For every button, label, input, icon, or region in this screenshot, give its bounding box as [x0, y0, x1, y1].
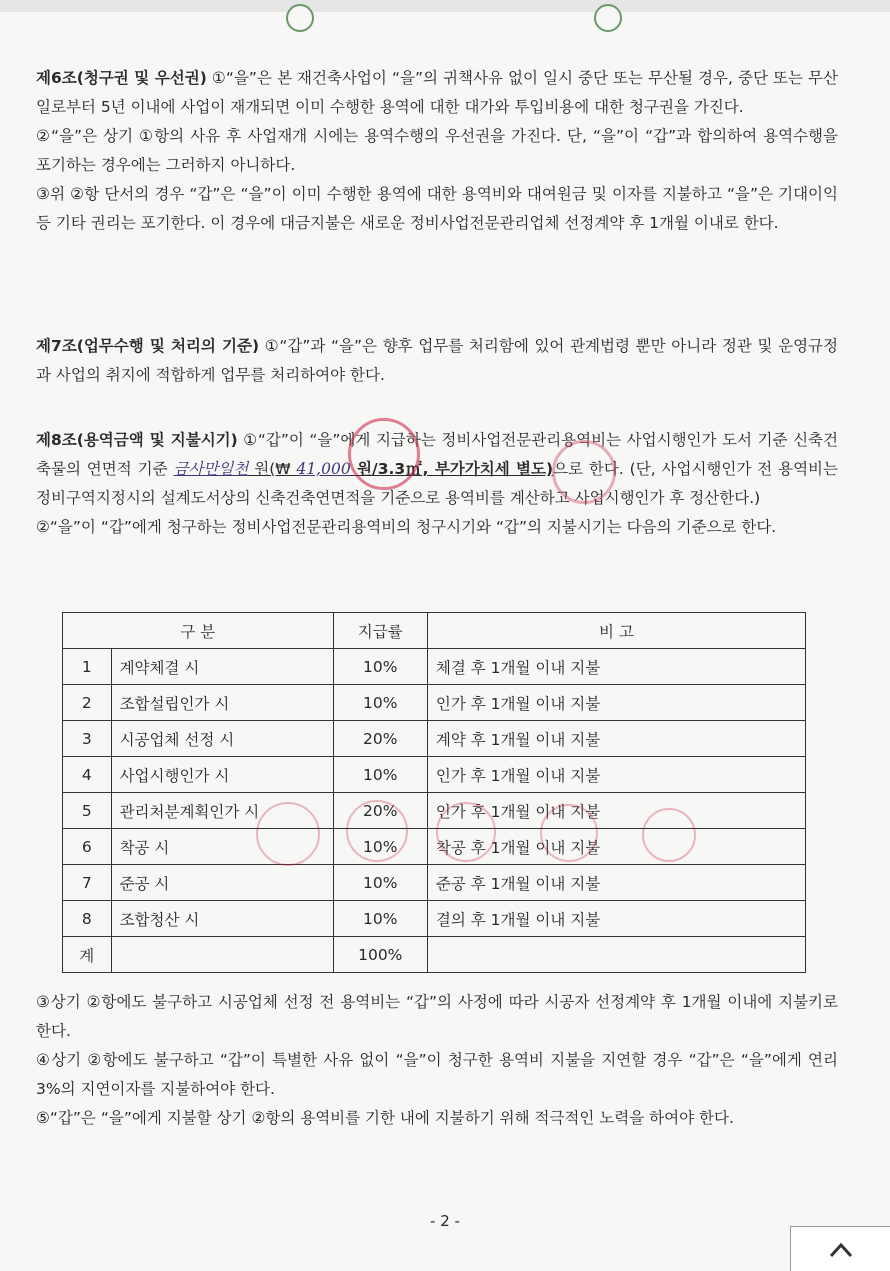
table-row: 5 관리처분계획인가 시 20% 인가 후 1개월 이내 지불 — [63, 793, 806, 829]
article-8-para-3: ③상기 ②항에도 불구하고 시공업체 선정 전 용역비는 “갑”의 사정에 따라 시공자 선정계약 후 1개월 이내에 지불키로 한다. — [36, 993, 838, 1040]
table-row: 7 준공 시 10% 준공 후 1개월 이내 지불 — [63, 865, 806, 901]
article-8 — [36, 426, 838, 542]
article-7-para-1: 제7조(업무수행 및 처리의 기준) ①“갑”과 “을”은 향후 업무를 처리함에 있어 관계법령 뿐만 아니라 정관 및 운영규정과 사업의 취지에 적합하게 업무를 처리하여야 한다. — [36, 337, 838, 384]
red-seal-stamp — [642, 808, 696, 862]
red-seal-stamp — [346, 800, 408, 862]
table-row: 1 계약체결 시 10% 체결 후 1개월 이내 지불 — [63, 649, 806, 685]
table-row: 2 조합설립인가 시 10% 인가 후 1개월 이내 지불 — [63, 685, 806, 721]
top-binding-strip — [0, 0, 890, 12]
table-header-row — [63, 613, 806, 649]
article-7 — [36, 332, 838, 390]
article-8-para-1: 제8조(용역금액 및 지불시기) ①“갑”이 “을”에게 지급하는 정비사업전문관리용역비는 사업시행인가 도서 기준 신축건축물의 연면적 기준 금사만일천 원(₩ 41,000 원/3.3㎡, 부가가치세 별도)으로 한다. (단, 사업시행인가 전 용역비는 정비구역지정시의 설계도서상의 신축건축연면적을 기준으로 용역비를 계산하고 사업시행인가 후 정산한다.) — [36, 431, 838, 507]
article-6 — [36, 64, 838, 238]
red-seal-stamp — [540, 804, 598, 862]
chevron-up-icon — [828, 1241, 854, 1259]
red-seal-stamp — [552, 440, 616, 504]
header-rate: 지급률 — [333, 613, 427, 649]
header-division: 구 분 — [63, 613, 334, 649]
red-seal-stamp — [436, 802, 496, 862]
binding-hole — [286, 4, 314, 32]
article-8-para-5: ⑤“갑”은 “을”에게 지불할 상기 ②항의 용역비를 기한 내에 지불하기 위해 적극적인 노력을 하여야 한다. — [36, 1109, 734, 1127]
article-8-continued — [36, 988, 838, 1133]
binding-hole — [594, 4, 622, 32]
payment-schedule-table — [62, 612, 806, 973]
article-6-para-2: ②“을”은 상기 ①항의 사유 후 사업재개 시에는 용역수행의 우선권을 가진다. 단, “을”이 “갑”과 합의하여 용역수행을 포기하는 경우에는 그러하지 아니하다. — [36, 127, 838, 174]
handwritten-amount-text: 금사만일천 — [173, 460, 249, 478]
article-6-title: 제6조(청구권 및 우선권) — [36, 69, 207, 87]
article-6-para-1: 제6조(청구권 및 우선권) ①“을”은 본 재건축사업이 “을”의 귀책사유 없이 일시 중단 또는 무산될 경우, 중단 또는 무산일로부터 5년 이내에 사업이 재개되면 이미 수행한 용역에 대한 대가와 투입비용에 대한 청구권을 가진다. — [36, 69, 838, 116]
scroll-to-top-button[interactable] — [790, 1226, 890, 1271]
table-total-row: 계 100% — [63, 937, 806, 973]
page-number: - 2 - — [430, 1212, 460, 1230]
red-seal-stamp — [256, 802, 320, 866]
header-note: 비 고 — [427, 613, 805, 649]
table-row: 3 시공업체 선정 시 20% 계약 후 1개월 이내 지불 — [63, 721, 806, 757]
article-8-para-2: ②“을”이 “갑”에게 청구하는 정비사업전문관리용역비의 청구시기와 “갑”의 지불시기는 다음의 기준으로 한다. — [36, 518, 777, 536]
article-8-para-4: ④상기 ②항에도 불구하고 “갑”이 특별한 사유 없이 “을”이 청구한 용역비 지불을 지연할 경우 “갑”은 “을”에게 연리 3%의 지연이자를 지불하여야 한다. — [36, 1051, 838, 1098]
red-seal-stamp — [348, 418, 420, 490]
article-8-title: 제8조(용역금액 및 지불시기) — [36, 431, 238, 449]
table-row: 6 착공 시 10% 착공 후 1개월 이내 지불 — [63, 829, 806, 865]
table-row: 4 사업시행인가 시 10% 인가 후 1개월 이내 지불 — [63, 757, 806, 793]
handwritten-amount-number: 41,000 — [296, 460, 351, 478]
table-row: 8 조합청산 시 10% 결의 후 1개월 이내 지불 — [63, 901, 806, 937]
article-7-title: 제7조(업무수행 및 처리의 기준) — [36, 337, 260, 355]
article-6-para-3: ③위 ②항 단서의 경우 “갑”은 “을”이 이미 수행한 용역에 대한 용역비와 대여원금 및 이자를 지불하고 “을”은 기대이익 등 기타 권리는 포기한다. 이 경우에 대금지불은 새로운 정비사업전문관리업체 선정계약 후 1개월 이내로 한다. — [36, 185, 838, 232]
